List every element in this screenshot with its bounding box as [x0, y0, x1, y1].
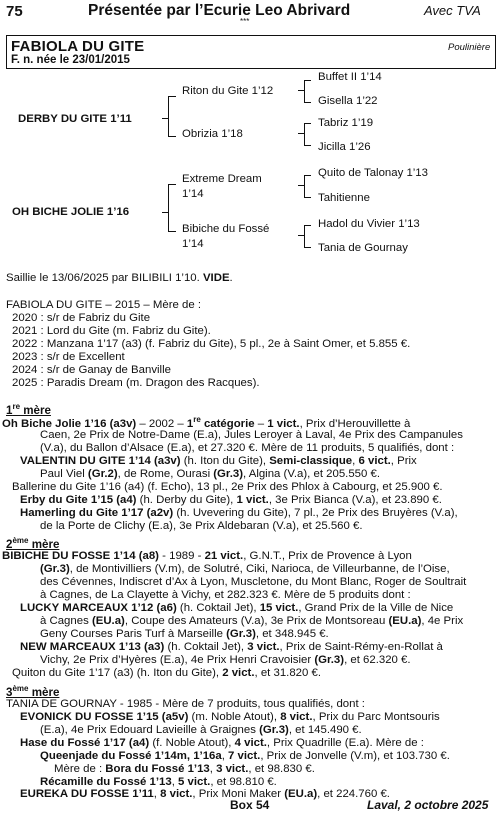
second-dam-line-1: BIBICHE DU FOSSE 1’14 (a8) - 1989 - 21 vict., G.N.T., Prix de Provence à Lyon — [2, 550, 412, 562]
second-dam-line-2: (Gr.3), de Montivilliers (V.m), de Solutré, Ciki, Narioca, de Villeurbanne, de l’Oise, — [40, 563, 450, 575]
second-dam-produce-new-2: Vichy, 2e Prix d’Hyères (E.a), 4e Prix Henri Cravoisier (Gr.3), et 62.320 €. — [40, 654, 411, 666]
first-dam-produce-ballerine: Ballerine du Gite 1’16 (a4) (f. Echo), 13 pl., 2e Prix des Phlox à Cabourg, et 25.900 €. — [12, 481, 443, 493]
pedigree-dd-dam: Tania de Gournay — [318, 242, 408, 254]
pedigree-dd-sire: Hadol du Vivier 1’13 — [318, 218, 420, 230]
produce-intro: FABIOLA DU GITE – 2015 – Mère de : — [6, 299, 201, 311]
vat-label: Avec TVA — [424, 3, 481, 18]
service-line: Saillie le 13/06/2025 par BILIBILI 1’10. VIDE. — [6, 272, 233, 284]
first-dam-line-3: (V.a), du Ballon d’Alsace (E.a), et 27.320 €. Mère de 11 produits, 5 qualifiés, dont : — [40, 442, 455, 454]
third-dam-produce-evonick-2: (E.a), 4e Prix Edouard Lavieille à Graignes (Gr.3), et 145.490 €. — [40, 724, 362, 736]
second-dam-line-4: à Cagnes, de La Clayette à Vichy, et 282.323 €. Mère de 5 produits dont : — [40, 589, 411, 601]
pedigree-sire-dam: Obrizia 1’18 — [182, 128, 243, 140]
first-dam-title: 1re mère — [6, 402, 51, 417]
first-dam-produce-hamerling-2: de la Porte de Clichy (E.a), 3e Prix Aldebaran (V.a), et 25.560 €. — [40, 520, 363, 532]
pedigree-ds-sire: Quito de Talonay 1’13 — [318, 167, 428, 179]
pedigree-brace — [304, 225, 311, 248]
pedigree-ss-dam: Gisella 1’22 — [318, 95, 378, 107]
third-dam-produce-queenjade: Queenjade du Fossé 1’14m, 1’16a, 7 vict., Prix de Jonvelle (V.m), et 103.730 €. — [40, 750, 450, 762]
horse-name: FABIOLA DU GITE — [11, 38, 145, 55]
first-dam-produce-valentin-2: Paul Viel (Gr.2), de Rome, Ourasi (Gr.3), Algina (V.a), et 205.550 €. — [40, 468, 381, 480]
second-dam-produce-new: NEW MARCEAUX 1’13 (a3) (h. Coktail Jet), 3 vict., Prix de Saint-Rémy-en-Rollat à — [20, 641, 443, 653]
first-dam-line-2: Caen, 2e Prix de Notre-Dame (E.a), Jules Leroyer à Laval, 4e Prix des Campanules — [40, 429, 463, 441]
pedigree-brace-tick — [298, 133, 304, 134]
pedigree-dam: OH BICHE JOLIE 1’16 — [12, 206, 130, 218]
second-dam-produce-lucky: LUCKY MARCEAUX 1’12 (a6) (h. Coktail Jet), 15 vict., Grand Prix de la Ville de Nice — [20, 602, 454, 614]
third-dam-title: 3ème mère — [6, 684, 60, 699]
horse-type: Poulinière — [448, 42, 491, 53]
pedigree-brace-tick — [298, 185, 304, 186]
pedigree-brace — [168, 96, 176, 137]
horse-birth: F. n. née le 23/01/2015 — [11, 54, 130, 66]
third-dam-produce-eureka: EUREKA DU FOSSE 1’11, 8 vict., Prix Moni Maker (EU.a), et 224.760 €. — [20, 788, 390, 800]
presenter-title: Présentée par l’Ecurie Leo Abrivard — [88, 2, 351, 19]
pedigree-brace-tick — [162, 118, 168, 119]
pedigree-brace-tick — [298, 90, 304, 91]
third-dam-produce-hase: Hase du Fossé 1’17 (a4) (f. Noble Atout), 4 vict., Prix Quadrille (E.a). Mère de : — [20, 737, 424, 749]
third-dam-produce-bora: Mère de : Bora du Fossé 1’13, 3 vict., et 98.830 €. — [54, 763, 315, 775]
first-dam-produce-hamerling: Hamerling du Gite 1’17 (a2v) (h. Uvevering du Gite), 7 pl., 2e Prix des Bruyères (V.a), — [20, 507, 458, 519]
first-dam-produce-erby: Erby du Gite 1’15 (a4) (h. Derby du Gite), 1 vict., 3e Prix Bianca (V.a), et 23.890 €. — [20, 494, 442, 506]
first-dam-produce-valentin: VALENTIN DU GITE 1’14 (a3v) (h. Iton du Gite), Semi-classique, 6 vict., Prix — [20, 455, 417, 467]
pedigree-sire-sire: Riton du Gite 1’12 — [182, 85, 274, 97]
box-number: Box 54 — [230, 798, 270, 812]
pedigree-sd-sire: Tabriz 1’19 — [318, 117, 374, 129]
produce-item: 2020 : s/r de Fabriz du Gite — [12, 312, 151, 324]
pedigree-brace-tick — [298, 235, 304, 236]
produce-item: 2023 : s/r de Excellent — [12, 351, 125, 363]
pedigree-brace — [304, 175, 311, 198]
first-dam-line-1: Oh Biche Jolie 1’16 (a3v) – 2002 – 1re catégorie – 1 vict., Prix d’Herouvillette à — [2, 415, 411, 430]
pedigree-brace — [304, 123, 311, 146]
lot-number: 75 — [6, 3, 23, 20]
second-dam-line-3: des Cévennes, Indiscret d’Ax à Lyon, Muscletone, du Mont Blanc, Roger de Soultrait — [40, 576, 467, 588]
stars-separator: *** — [240, 17, 250, 26]
third-dam-produce-recamille: Récamille du Fossé 1’13, 5 vict., et 98.810 €. — [40, 776, 277, 788]
pedigree-brace-tick — [162, 212, 168, 213]
pedigree-sire: DERBY DU GITE 1’11 — [18, 113, 132, 125]
third-dam-produce-evonick: EVONICK DU FOSSE 1’15 (a5v) (m. Noble Atout), 8 vict., Prix du Parc Montsouris — [20, 711, 440, 723]
produce-item: 2025 : Paradis Dream (m. Dragon des Racques). — [12, 377, 260, 389]
pedigree-sd-dam: Jicilla 1’26 — [318, 141, 371, 153]
second-dam-title: 2ème mère — [6, 536, 60, 551]
pedigree-brace — [168, 184, 176, 232]
produce-item: 2021 : Lord du Gite (m. Fabriz du Gite). — [12, 325, 211, 337]
second-dam-produce-quiton: Quiton du Gite 1’17 (a3) (h. Iton du Gite), 2 vict., et 31.820 €. — [12, 667, 322, 679]
pedigree-brace — [304, 80, 311, 103]
produce-item: 2022 : Manzana 1’17 (a3) (f. Fabriz du Gite), 5 pl., 2e à Saint Omer, et 5.855 €. — [12, 338, 411, 350]
second-dam-produce-lucky-3: Geny Courses Paris Turf à Marseille (Gr.3), et 348.945 €. — [40, 628, 329, 640]
pedigree-dam-sire-1: Extreme Dream — [182, 173, 262, 185]
place-date: Laval, 2 octobre 2025 — [367, 798, 489, 812]
pedigree-dam-sire-2: 1’14 — [182, 188, 204, 200]
pedigree-dam-dam-1: Bibiche du Fossé — [182, 223, 270, 235]
pedigree-dam-dam-2: 1’14 — [182, 238, 204, 250]
pedigree-ds-dam: Tahitienne — [318, 192, 370, 204]
second-dam-produce-lucky-2: à Cagnes (EU.a), Coupe des Amateurs (V.a), 3e Prix de Montsoreau (EU.a), 4e Prix — [40, 615, 464, 627]
produce-item: 2024 : s/r de Ganay de Banville — [12, 364, 171, 376]
third-dam-line-1: TANIA DE GOURNAY - 1985 - Mère de 7 produits, tous qualifiés, dont : — [6, 698, 365, 710]
pedigree-ss-sire: Buffet II 1’14 — [318, 71, 382, 83]
